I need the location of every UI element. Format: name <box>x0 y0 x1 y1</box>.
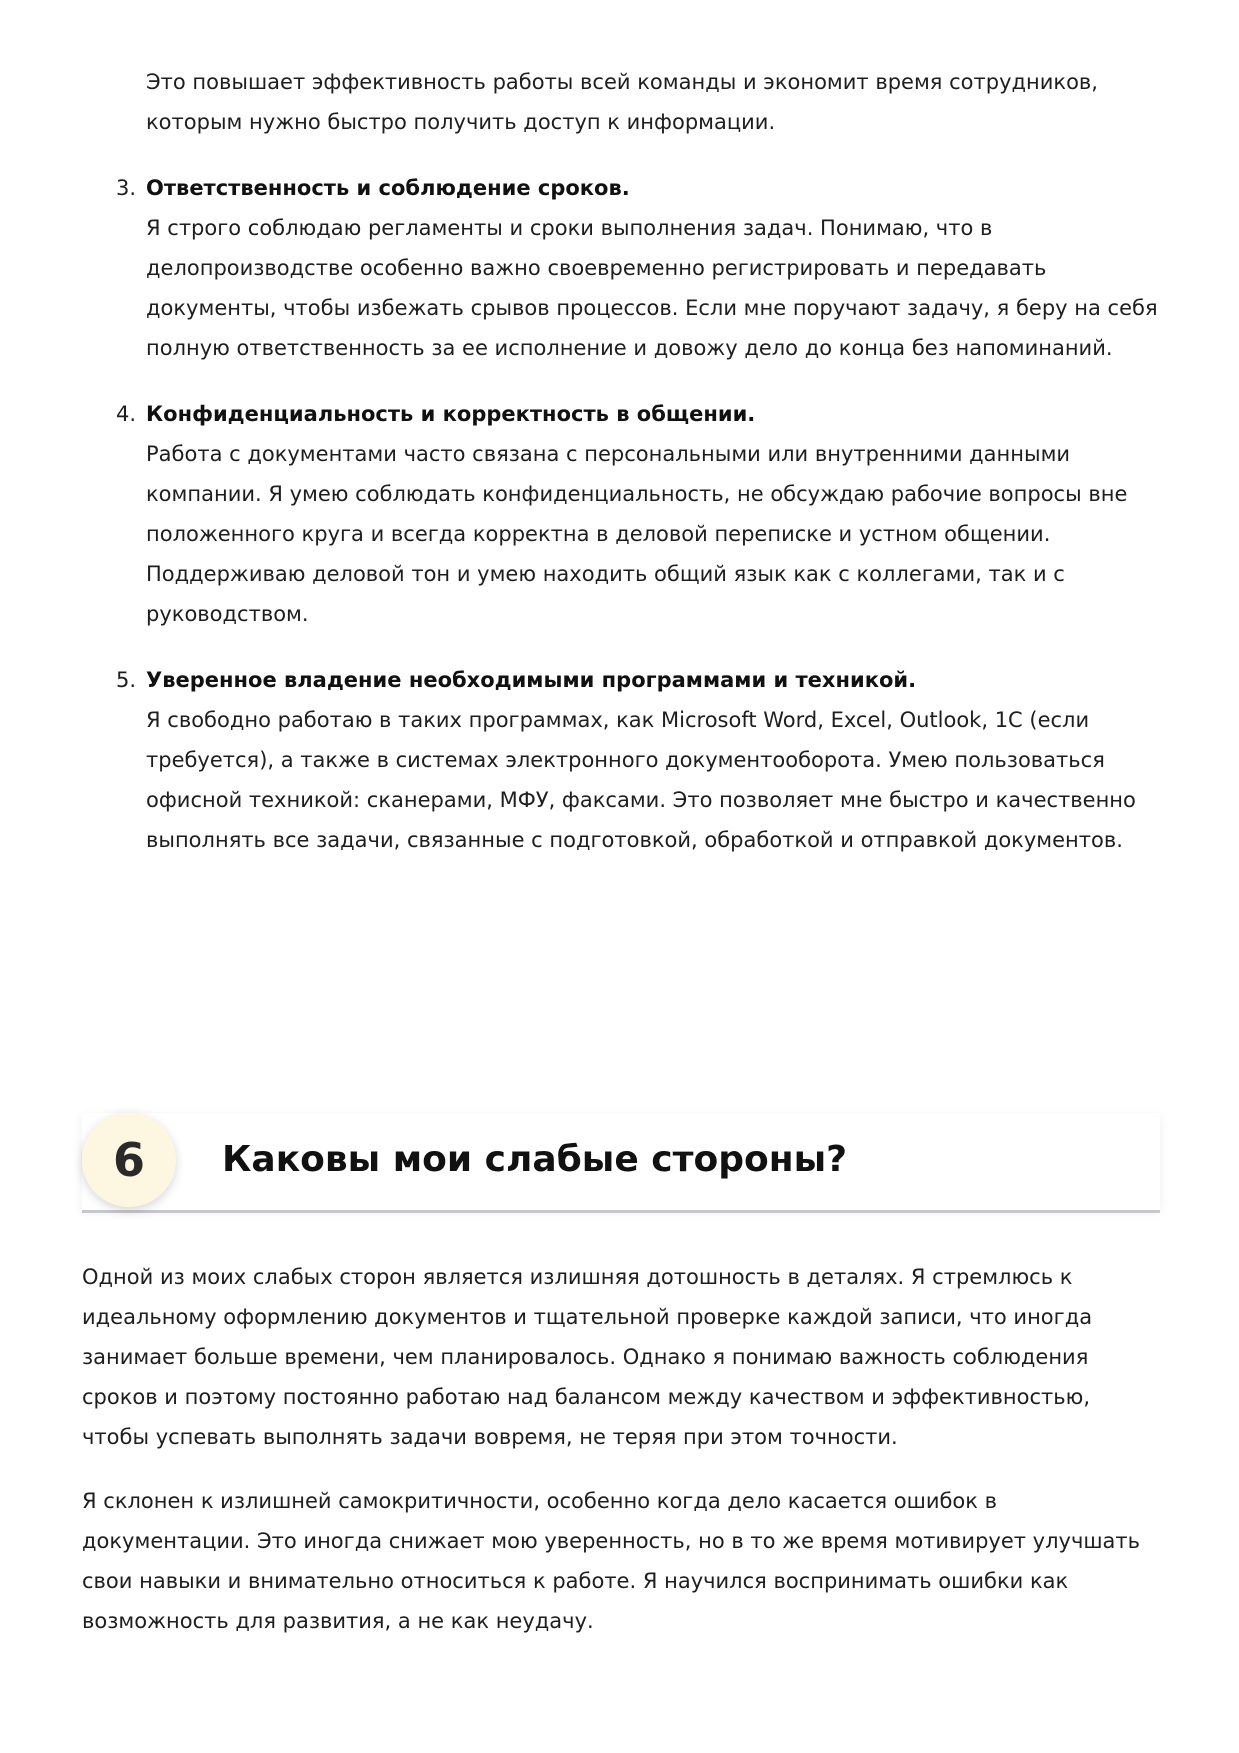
list-item-heading: Уверенное владение необходимыми программами и техникой. <box>146 668 917 692</box>
list-intro-tail: Это повышает эффективность работы всей команды и экономит время сотрудников, которым нужно быстро получить доступ к информации. <box>146 70 1098 134</box>
list-item-number: 4. <box>116 402 137 426</box>
section-number-badge: 6 <box>82 1113 176 1207</box>
list-item-body: Я строго соблюдаю регламенты и сроки выполнения задач. Понимаю, что в делопроизводстве особенно важно своевременно регистрировать и передавать документы, чтобы избежать срывов процессов. Если мне поручают задачу, я беру на себя полную ответственность за ее исполнение и довожу дело до конца без напоминаний. <box>146 216 1158 360</box>
paragraph: Одной из моих слабых сторон является излишняя дотошность в деталях. Я стремлюсь к идеальному оформлению документов и тщательной проверке каждой записи, что иногда занимает больше времени, чем планировалось. Однако я понимаю важность соблюдения сроков и поэтому постоянно работаю над балансом между качеством и эффективностью, чтобы успевать выполнять задачи вовремя, не теряя при этом точности. <box>82 1265 1093 1449</box>
list-item-heading: Ответственность и соблюдение сроков. <box>146 176 630 200</box>
list-item-number: 3. <box>116 176 137 200</box>
section-title: Каковы мои слабые стороны? <box>222 1139 848 1180</box>
section-divider <box>82 1210 1160 1213</box>
paragraph: Я склонен к излишней самокритичности, особенно когда дело касается ошибок в документации. Это иногда снижает мою уверенность, но в то же время мотивирует улучшать свои навыки и внимательно относиться к работе. Я научился воспринимать ошибки как возможность для развития, а не как неудачу. <box>82 1489 1141 1633</box>
list-item-heading: Конфиденциальность и корректность в общении. <box>146 402 756 426</box>
strengths-list <box>0 62 1239 860</box>
list-item-confidentiality <box>116 394 1166 634</box>
list-item-body: Я свободно работаю в таких программах, как Microsoft Word, Excel, Outlook, 1С (если требуется), а также в системах электронного документооборота. Умею пользоваться офисной техникой: сканерами, МФУ, факсами. Это позволяет мне быстро и качественно выполнять все задачи, связанные с подготовкой, обработкой и отправкой документов. <box>146 708 1136 852</box>
list-item-software-skills <box>116 660 1166 860</box>
section-header <box>82 1113 1160 1213</box>
list-item-responsibility <box>116 168 1166 368</box>
list-item-body: Работа с документами часто связана с персональными или внутренними данными компании. Я умею соблюдать конфиденциальность, не обсуждаю рабочие вопросы вне положенного круга и всегда корректна в деловой переписке и устном общении. Поддерживаю деловой тон и умею находить общий язык как с коллегами, так и с руководством. <box>146 442 1128 626</box>
list-item-number: 5. <box>116 668 137 692</box>
section-body <box>82 1257 1162 1665</box>
